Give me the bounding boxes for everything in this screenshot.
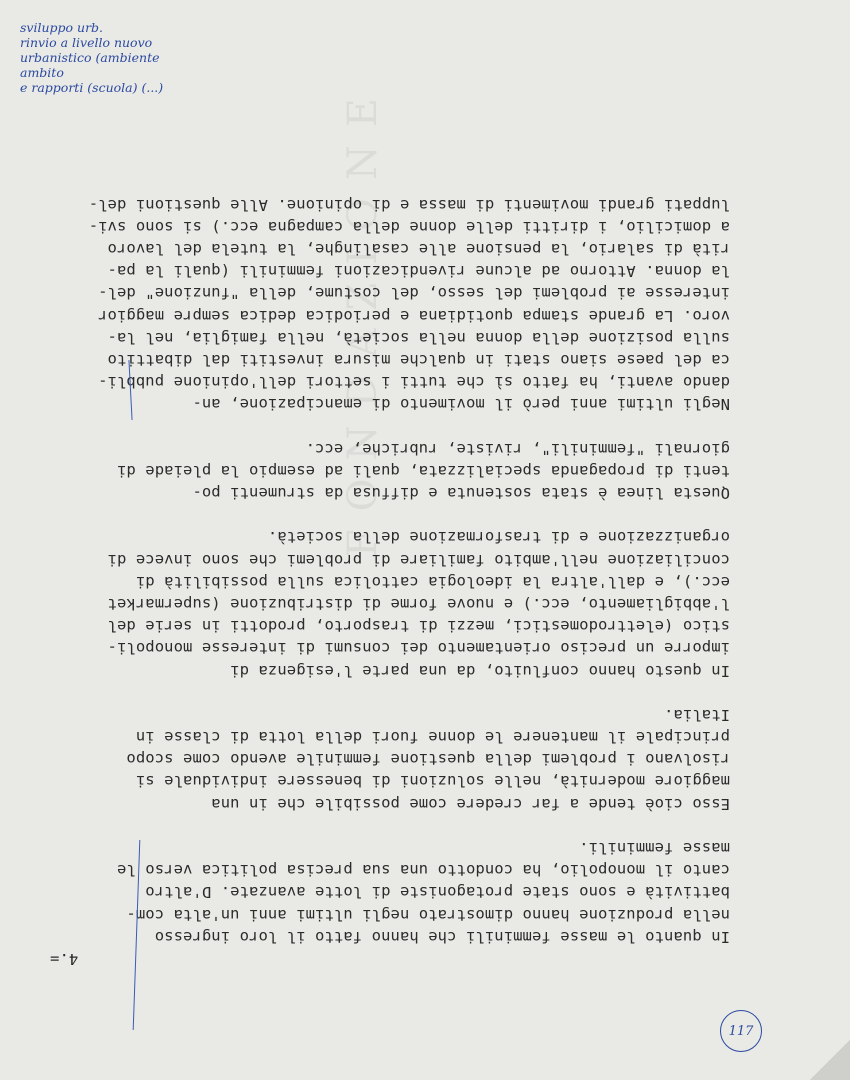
handwritten-note-line: urbanistico (ambiente [20, 50, 160, 65]
text-line: organizzazione e di trasformazione della società. [267, 528, 730, 547]
text-line: giornali "femminili", riviste, rubriche, ecc. [305, 439, 730, 458]
text-line: risolvano i problemi della questione femminile avendo come scopo [126, 750, 730, 769]
text-line: nella produzione hanno dimostrato negli ultimi anni un'alta com- [126, 905, 730, 924]
text-line: a domicilio, i diritti delle donne della campagna ecc.) si sono svi- [88, 217, 730, 236]
text-line: ecc.), e dall'altra la ideologia cattolica sulla possibilità di [135, 572, 730, 591]
text-line: In quanto le masse femminili che hanno fatto il loro ingresso [154, 927, 730, 946]
text-line: principale il mantenere le donne fuori della lotta di classe in [135, 728, 730, 747]
page-number-circle: 117 [720, 1010, 762, 1052]
folded-corner [810, 1040, 850, 1080]
text-line: canto il monopolio, ha condotto una sua precisa politica verso le [116, 861, 730, 880]
paragraph-gap [20, 815, 730, 837]
text-line: tenti di propaganda specializzata, quali ad esempio la pleiade di [116, 461, 730, 480]
text-line: stico (elettrodomestici, mezzi di trasporto, prodotti in serie del [107, 617, 730, 636]
text-line: Negli ultimi anni però il movimento di emancipazione, an- [192, 395, 730, 414]
text-line: conciliazione nell'ambito familiare di problemi che sono invece di [107, 550, 730, 569]
text-line: l'abbigliamento, ecc.) e nuove forme di distribuzione (supermarket [107, 595, 730, 613]
text-line: dando avanti, ha fatto sì che tutti i settori dell'opinione pubbli- [98, 373, 730, 392]
handwritten-note-line: rinvio a livello nuovo [20, 35, 153, 50]
text-line: maggiore modernità, nelle soluzioni di benessere individuale si [135, 772, 730, 791]
handwritten-note-line: ambito [20, 65, 64, 80]
text-line: la donna. Attorno ad alcune rivendicazioni femminili (quali la pa- [107, 262, 730, 281]
text-line: Questa linea è stata sostenuta e diffusa da strumenti po- [192, 484, 730, 503]
text-line: battività e sono state protagoniste di lotte avanzate. D'altro [145, 883, 730, 902]
text-line: ca del paese siano stati in qualche misura investiti dal dibattito [107, 350, 730, 369]
text-line: interesse ai problemi del sesso, del costume, della "funzione" del- [98, 284, 730, 303]
text-line: imporre un preciso orientamento dei consumi di interesse monopoli- [107, 639, 730, 658]
text-line: masse femminili. [579, 839, 730, 858]
handwritten-annotation [20, 20, 195, 95]
paragraph-gap [20, 682, 730, 704]
watermark: FONDAZIONE [340, 80, 386, 558]
text-line: sulla posizione della donna nella società, nella famiglia, nel la- [107, 328, 730, 347]
text-line: In questo hanno confluito, da una parte l'esigenza di [230, 661, 730, 680]
text-line: voro. La grande stampa quotidiana e periodica dedica sempre maggior [98, 306, 730, 325]
handwritten-note-line: e rapporti (scuola) (...) [20, 80, 164, 95]
text-line: rità di salario, la pensione alle casalinghe, la tutela del lavoro [107, 240, 730, 258]
handwritten-note-line: sviluppo urb. [20, 20, 104, 35]
page-marker: 4.= [50, 950, 79, 968]
text-line: Italia. [663, 705, 730, 724]
text-line: Esso cioè tende a far credere come possibile che in una [211, 794, 730, 813]
text-line: luppati grandi movimenti di massa e di opinione. Alle questioni del- [88, 195, 730, 214]
